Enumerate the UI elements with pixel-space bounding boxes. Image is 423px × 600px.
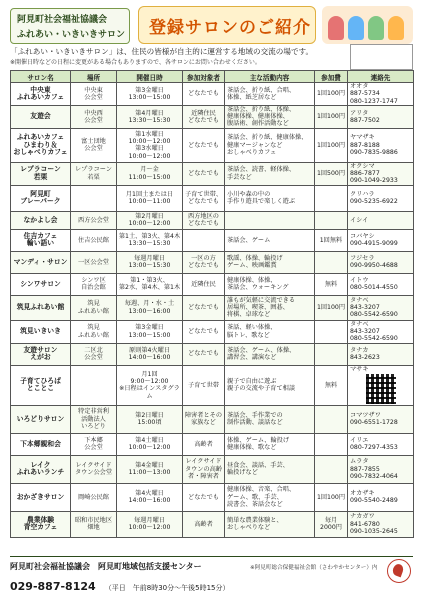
cell-fee: [315, 320, 348, 343]
cell-target: 高齢者: [183, 433, 225, 455]
cell-date: 第1・第3火、 第2水、第4木、第1木: [117, 273, 183, 295]
cell-date: 第4金曜日 11:00～13:00: [117, 455, 183, 483]
intro-text: [10, 46, 348, 70]
column-header-col-activity: 主な活動内容: [225, 71, 315, 83]
cell-date: 第1水曜日 10:00～12:00 第3水曜日 10:00～12:00: [117, 128, 183, 162]
cell-activity: 茶話会、手作業での 制作活動、談話など: [225, 405, 315, 433]
cell-contact: オクシマ 886-7877 090-1049-2933: [348, 162, 414, 185]
cell-target: 子育て世帯、 どなたでも: [183, 185, 225, 211]
cell-place: 富士団地 公会堂: [71, 128, 117, 162]
cell-target: どなたでも: [183, 343, 225, 365]
person-illustration: [348, 16, 364, 40]
cell-place: 一区公会堂: [71, 251, 117, 273]
cell-date: 第3金曜日 13:00～15:00: [117, 320, 183, 343]
cell-date: 第3金曜日 13:00～15:00: [117, 83, 183, 106]
footer-location-note: ※阿見町総合保健福祉会館（さわやかセンター）内: [250, 565, 378, 571]
cell-salon-name: 子育てひろば とことこ: [11, 365, 71, 405]
people-illustration: [322, 6, 413, 44]
cell-activity: 体操、ゲーム、輪投げ 健康体操、歌など: [225, 433, 315, 455]
cell-contact: オオタ 887-5734 080-1237-1747: [348, 83, 414, 106]
cell-activity: 茶話会、折り紙、体操、 健康体操、健康体操、 腹話術、創作活動など: [225, 105, 315, 128]
cell-place: レイクサイド タウン公会堂: [71, 455, 117, 483]
cell-activity: 茶話会、折り紙、合唱、 体操、紙芝居など: [225, 83, 315, 106]
cell-fee: 1回100円: [315, 295, 348, 320]
cell-salon-name: 下本郷親和会: [11, 433, 71, 455]
cell-salon-name: 筑見いきいき: [11, 320, 71, 343]
cell-target: レイクサイド タウンの高齢 者・障害者: [183, 455, 225, 483]
table-row: [11, 365, 414, 405]
table-row: [11, 320, 414, 343]
person-illustration: [368, 16, 384, 40]
cell-salon-name: 中央東 ふれあいカフェ: [11, 83, 71, 106]
column-header-col-fee: 参加費: [315, 71, 348, 83]
cell-activity: 茶話会、折り紙、健康体操、 健康マージャンなど おしゃべりカフェ: [225, 128, 315, 162]
table-header-row: [11, 71, 414, 83]
cell-fee: 1回100円: [315, 83, 348, 106]
cell-salon-name: なかよし会: [11, 211, 71, 229]
cell-contact: ムラタ 887-7855 090-7832-4064: [348, 455, 414, 483]
cell-fee: 1回100円: [315, 483, 348, 511]
cell-activity: 茶話会、ゲーム、体操、 講習会、講演など: [225, 343, 315, 365]
cell-fee: [315, 433, 348, 455]
cell-target: どなたでも: [183, 162, 225, 185]
cell-contact: オカザキ 090-5540-2489: [348, 483, 414, 511]
cell-contact: タナベ 843-3207 080-5542-6590: [348, 295, 414, 320]
cell-salon-name: いろどりサロン: [11, 405, 71, 433]
cell-fee: 1回100円: [315, 128, 348, 162]
column-header-col-target: 参加対象者: [183, 71, 225, 83]
cell-target: 西方地区の どなたでも: [183, 211, 225, 229]
cell-place: 中央東 公会堂: [71, 83, 117, 106]
cell-activity: 歌謡、体操、輪投げ ゲーム、映画鑑賞: [225, 251, 315, 273]
cell-place: 西方公会堂: [71, 211, 117, 229]
cell-contact: イリエ 080-7297-4353: [348, 433, 414, 455]
title-banner: [138, 6, 316, 44]
column-header-col-name: サロン名: [11, 71, 71, 83]
cell-contact: コバヤシ 090-4915-9099: [348, 229, 414, 251]
cell-activity: 健康体操、体操、 茶話会、ウォーキング: [225, 273, 315, 295]
cell-contact: アリタ 887-7502: [348, 105, 414, 128]
cell-fee: [315, 455, 348, 483]
person-illustration: [328, 16, 344, 40]
cell-fee: [315, 211, 348, 229]
column-header-col-place: 場所: [71, 71, 117, 83]
cell-date: 第4火曜日 14:00～16:00: [117, 483, 183, 511]
table-row: [11, 128, 414, 162]
cell-activity: 昼食会、談話、手芸、 輪投げなど: [225, 455, 315, 483]
footer-phone[interactable]: 029-887-8124: [10, 580, 96, 593]
cell-date: 第4土曜日 10:00～12:00: [117, 433, 183, 455]
page-title: 登録サロンのご紹介: [149, 18, 311, 38]
cell-target: 高齢者: [183, 511, 225, 537]
cell-target: 障害者とその 家族など: [183, 405, 225, 433]
cell-fee: 無料: [315, 365, 348, 405]
cell-target: どなたでも: [183, 128, 225, 162]
org-badge: [10, 8, 130, 44]
table-row: [11, 251, 414, 273]
table-row: [11, 162, 414, 185]
footer-org: 阿見町社会福祉協議会 阿見町地域包括支援センター: [10, 562, 202, 571]
person-illustration: [388, 16, 404, 40]
cell-salon-name: レプラコーン 若栗: [11, 162, 71, 185]
cell-fee: [315, 343, 348, 365]
cell-contact: イトウ 080-5014-4550: [348, 273, 414, 295]
cell-date: 第4月曜日 13:30～15:30: [117, 105, 183, 128]
cell-target: どなたでも: [183, 83, 225, 106]
cell-fee: 無料: [315, 273, 348, 295]
cell-date: 第1土、第3火、第4木 13:30～15:30: [117, 229, 183, 251]
intro-note: ※開催日時などの日程に変更がある場合もありますので、各サロンにお問い合わせください。: [10, 59, 261, 66]
cell-activity: 親子で自由に遊ぶ 親子の交流や子育て相談: [225, 365, 315, 405]
cell-date: 月1回土または日 10:00～11:00: [117, 185, 183, 211]
cell-contact: フジセラ 090-9950-4688: [348, 251, 414, 273]
cell-target: 子育て世帯: [183, 365, 225, 405]
cell-activity: 健康体操、音楽、合唱、 ゲーム、歌、手芸、 読書会、茶話会など: [225, 483, 315, 511]
cell-fee: [315, 185, 348, 211]
cell-place: [71, 365, 117, 405]
table-row: [11, 511, 414, 537]
cell-target: どなたでも: [183, 483, 225, 511]
cell-fee: 毎月 2000円: [315, 511, 348, 537]
cell-date: 月1回 9:00～12:00 ※日程はインスタグラム: [117, 365, 183, 405]
cell-fee: 1回無料: [315, 229, 348, 251]
table-row: [11, 83, 414, 106]
table-row: [11, 229, 414, 251]
cell-date: 第2月曜日 10:00～12:00: [117, 211, 183, 229]
cell-place: [71, 185, 117, 211]
cell-fee: [315, 405, 348, 433]
cell-contact: マサキ: [348, 365, 414, 405]
cell-place: 下本郷 公会堂: [71, 433, 117, 455]
cell-contact: ヤマザキ 887-8188 090-7835-9886: [348, 128, 414, 162]
cell-place: 昭和市民地区 畑地: [71, 511, 117, 537]
cell-salon-name: おかざきサロン: [11, 483, 71, 511]
salon-table: [10, 70, 414, 538]
table-row: [11, 483, 414, 511]
cell-contact: タナカ 843-2623: [348, 343, 414, 365]
cell-place: 筑見 ふれあい館: [71, 320, 117, 343]
cell-target: どなたでも: [183, 295, 225, 320]
cell-activity: 茶話会、ゲーム: [225, 229, 315, 251]
column-header-col-date: 開催日時: [117, 71, 183, 83]
cell-contact: ナカガワ 841-6780 090-1035-2645: [348, 511, 414, 537]
cell-salon-name: 友遊会: [11, 105, 71, 128]
cell-activity: 簡単な農業体験と、 おしゃべりなど: [225, 511, 315, 537]
cell-activity: 茶話、軽い体操、 脳トレ、歌など: [225, 320, 315, 343]
table-row: [11, 405, 414, 433]
footer: [10, 556, 413, 597]
cell-activity: 茶話会、読書、軽体操、 手芸など: [225, 162, 315, 185]
cell-salon-name: 友遊サロン えがお: [11, 343, 71, 365]
cell-salon-name: ふれあいカフェ ひまわり＆ おしゃべりカフェ: [11, 128, 71, 162]
table-row: [11, 185, 414, 211]
cell-salon-name: 農業体験 青空カフェ: [11, 511, 71, 537]
cell-activity: [225, 211, 315, 229]
cell-contact: クリハラ 090-5235-6922: [348, 185, 414, 211]
cell-target: 近隣住民: [183, 273, 225, 295]
cell-salon-name: 阿見町 ブレーパーク: [11, 185, 71, 211]
table-row: [11, 433, 414, 455]
org-name: 阿見町社会福祉協議会: [17, 15, 108, 25]
cell-salon-name: 筑見ふれあい館: [11, 295, 71, 320]
cell-salon-name: シンワサロン: [11, 273, 71, 295]
cell-fee: [315, 251, 348, 273]
footer-contact: [10, 575, 230, 594]
table-body: [11, 83, 414, 538]
cell-fee: 1回500円: [315, 162, 348, 185]
cell-place: シンワ区 自治会館: [71, 273, 117, 295]
side-note: [350, 44, 413, 70]
footer-hours: （平日 午前8時30分～午後5時15分）: [104, 584, 230, 592]
table-row: [11, 295, 414, 320]
intro-line: 「ふれあい・いきいきサロン」は、住民の皆様が自主的に運営する地域の交流の場です。: [10, 47, 314, 56]
column-header-col-contact: 連絡先: [348, 71, 414, 83]
flyer-header: [10, 6, 413, 46]
cell-place: レプラコーン 若栗: [71, 162, 117, 185]
cell-salon-name: レイク ふれあいランチ: [11, 455, 71, 483]
cell-contact: コマツザワ 090-6551-1728: [348, 405, 414, 433]
cell-date: 原則第4火曜日 14:00～16:00: [117, 343, 183, 365]
cell-date: 月～金 11:00～15:00: [117, 162, 183, 185]
cell-place: 中央西 公会堂: [71, 105, 117, 128]
cell-fee: 1回100円: [315, 105, 348, 128]
table-row: [11, 273, 414, 295]
cell-date: 毎週、月・水・土 13:00～16:00: [117, 295, 183, 320]
cell-target: 近隣住民 どなたでも: [183, 105, 225, 128]
cell-contact: タナベ 843-3207 080-5542-6590: [348, 320, 414, 343]
cell-target: どなたでも: [183, 320, 225, 343]
table-row: [11, 455, 414, 483]
cell-salon-name: 住吉カフェ 輪い語い: [11, 229, 71, 251]
cell-salon-name: マンディ・サロン: [11, 251, 71, 273]
cell-place: 住吉公民館: [71, 229, 117, 251]
cell-activity: 小川や森の中の 手作り遊具で楽しく遊ぶ: [225, 185, 315, 211]
table-row: [11, 211, 414, 229]
table-row: [11, 343, 414, 365]
cell-place: 岡崎公民館: [71, 483, 117, 511]
table-row: [11, 105, 414, 128]
cell-place: 二区北 公会堂: [71, 343, 117, 365]
cell-activity: 誰もが気軽に交流できる 居場所、喫茶、囲碁、 将棋、卓球など: [225, 295, 315, 320]
red-feather-logo-icon: [387, 559, 411, 583]
cell-place: 特定非営利 活動法人 いろどり: [71, 405, 117, 433]
qr-code-icon[interactable]: [366, 374, 396, 404]
cell-target: 一区の方 どなたでも: [183, 251, 225, 273]
cell-date: 毎週月曜日 13:00～15:30: [117, 251, 183, 273]
salon-program-name: ふれあい・いきいきサロン: [17, 30, 126, 40]
cell-contact: イシイ: [348, 211, 414, 229]
cell-date: 毎週月曜日 10:00～12:00: [117, 511, 183, 537]
cell-date: 第2日曜日 15:00頃: [117, 405, 183, 433]
cell-place: 筑見 ふれあい館: [71, 295, 117, 320]
cell-target: [183, 229, 225, 251]
